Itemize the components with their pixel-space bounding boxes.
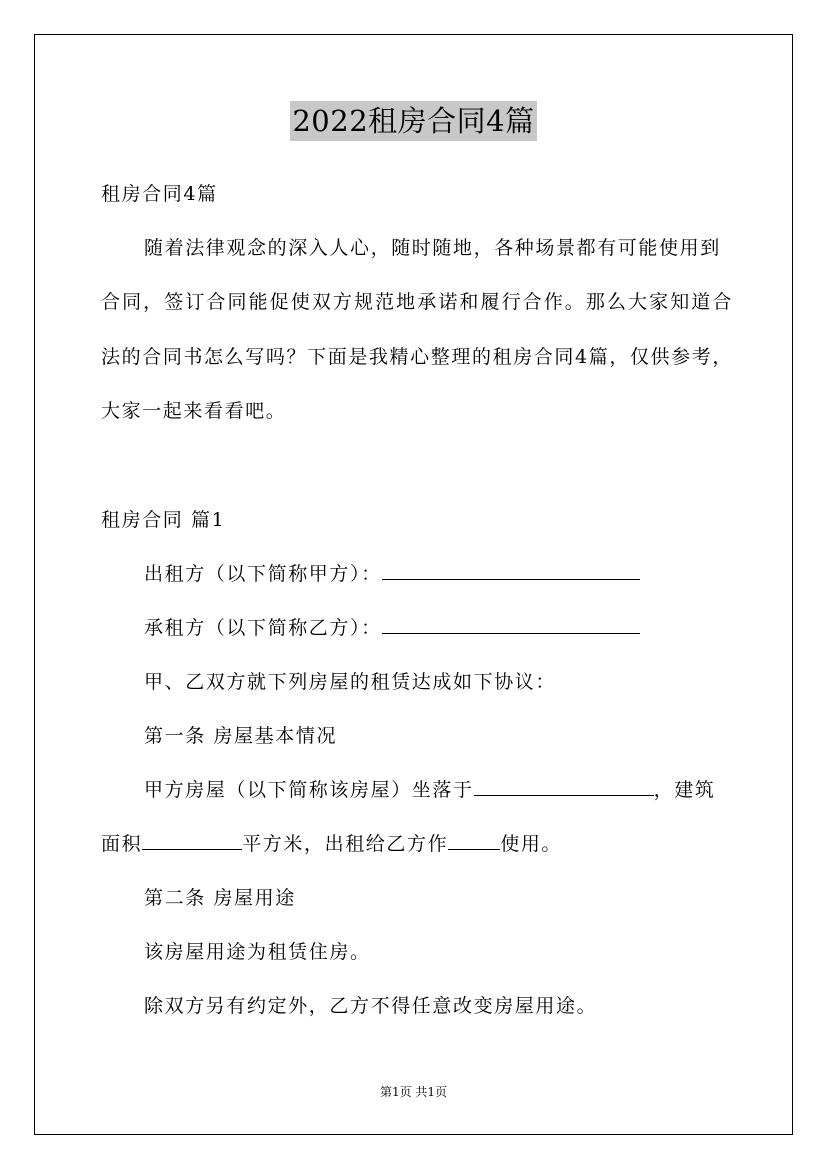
article1-text-b: ，建筑 (653, 779, 716, 801)
usage-blank (448, 831, 500, 850)
page-footer: 第1页 共1页 (379, 1085, 448, 1099)
area-blank (142, 831, 242, 850)
intro-line-2: 合同，签订合同能促使双方规范地承诺和履行合作。那么大家知道合 (101, 291, 733, 313)
article1-text-a: 甲方房屋（以下简称该房屋）坐落于 (144, 779, 474, 801)
article2-line-1: 该房屋用途为租赁住房。 (144, 941, 371, 963)
lessor-line (144, 561, 640, 587)
document-subtitle: 租房合同4篇 (101, 183, 218, 205)
intro-line-3: 法的合同书怎么写吗？下面是我精心整理的租房合同4篇，仅供参考， (101, 346, 733, 368)
lessee-line (144, 615, 640, 641)
lessee-label: 承租方（以下简称乙方）： (144, 617, 382, 639)
article2-heading: 第二条 房屋用途 (144, 887, 296, 909)
lessor-blank (382, 561, 640, 580)
article1-text-c: 面积 (101, 833, 143, 855)
section-heading: 租房合同 篇1 (101, 509, 226, 531)
title-wrap (0, 101, 827, 141)
article1-text-e: 使用。 (500, 833, 563, 855)
intro-line-4: 大家一起来看看吧。 (101, 400, 287, 422)
intro-line-1: 随着法律观念的深入人心，随时随地，各种场景都有可能使用到 (144, 237, 721, 259)
lessee-blank (382, 615, 640, 634)
article1-line-2 (101, 831, 562, 857)
article1-text-d: 平方米，出租给乙方作 (242, 833, 449, 855)
location-blank (474, 777, 654, 796)
agreement-line: 甲、乙双方就下列房屋的租赁达成如下协议： (144, 671, 557, 693)
article2-line-2: 除双方另有约定外，乙方不得任意改变房屋用途。 (144, 995, 598, 1017)
lessor-label: 出租方（以下简称甲方）： (144, 563, 382, 585)
article1-heading: 第一条 房屋基本情况 (144, 725, 338, 747)
document-title: 2022租房合同4篇 (290, 101, 536, 141)
article1-line-1 (144, 777, 715, 803)
